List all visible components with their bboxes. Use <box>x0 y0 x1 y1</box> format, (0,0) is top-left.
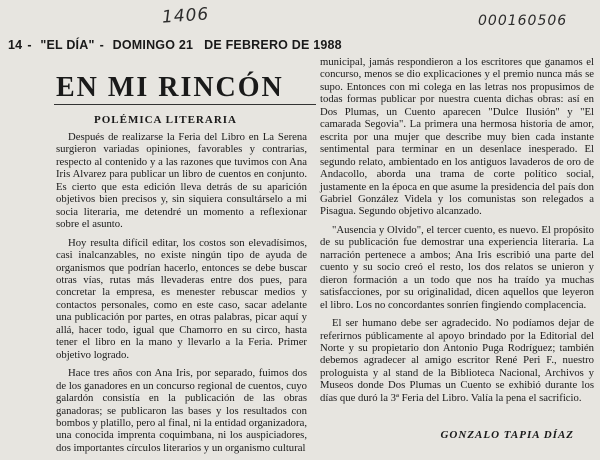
article-left-column <box>56 131 307 460</box>
article-paragraph: Hoy resulta difícil editar, los costos son elevadísimos, casi inalcanzables, no existe ningún tipo de ayuda de organismos que podrían hacerlo, entonces se debe buscar otras vías, rutas más llevaderas entre dos pues, para concretar la empresa, es menester rebuscar medios y contactos personales, como en este caso, sacar adelante una publicación por partes, en otras palabras, picar aquí y allá, hacer todo, igual que Chamorro en su circo, hasta tener el libro en la mano y llevarlo a la Feria. Primer objetivo logrado. <box>56 236 307 361</box>
article-right-column <box>320 56 594 410</box>
article-paragraph: Después de realizarse la Feria del Libro en La Serena surgieron variadas opiniones, favorables y contrarias, respecto al contenido y a las razones que tuvimos con Ana Iris Alvarez para publicar un libro de cuentos en conjunto. Es cierto que esta edición lleva detrás de su aparición objetivos bien precisos y, sin siquiera consultárselo a mi socia literaria, me detendré un momento a reflexionar sobre el asunto. <box>56 131 307 231</box>
article-paragraph: Hace tres años con Ana Iris, por separado, fuimos dos de los ganadores en un concurso regional de cuentos, cuyo galardón consistía en la publicación de las obras ganadoras; se publicaron las bases y los resultados con bombos y platillo, pero al final, ni la entidad organizadora, una conocida imprenta coquimbana, ni los auspiciadores, dos importantes círculos literarios y un organismo cultural <box>56 367 307 454</box>
page-number: 14 <box>8 38 23 52</box>
article-paragraph: municipal, jamás respondieron a los escritores que ganamos el concurso, menos se dio explicaciones y el premio nunca más se supo. Entonces con mi colega en las letras nos propusimos de todas formas publicar por nuestra cuenta dichas obras: así en Dos Plumas, un Cuento aparecen "Dulce Ilusión" y "El camarada Segovia". La primera una hermosa historia de amor, escrita por una mujer que describe muy bien cada instante sentimental para terminar en un desenlace inesperado. El segundo relato, ambientado en los antiguos lavaderos de oro de Andacollo, aborda una trama de corte político social, justamente en la época en que asume la presidencia del país don Gabriel González Videla y los comunistas son relegados a Pisagua. Segundo objetivo alcanzado. <box>320 56 594 218</box>
handwritten-date-mark: 1406 <box>161 4 210 28</box>
article-paragraph: "Ausencia y Olvido", el tercer cuento, es nuevo. El propósito de su publicación fue demostrar una experiencia literaria. La narración pertenece a ambos; Ana Iris escribió una parte del cuento y su socio creó el resto, los dos relatos se unieron y dieron formación a un todo que nos ha traído ya muchas satisfacciones, por su originalidad, dicen aquellos que leyeron el libro. Los no concordantes sonríen fingiendo complacencia. <box>320 223 594 311</box>
handwritten-archive-id: 000160506 <box>478 13 568 29</box>
newspaper-name: "EL DÍA" <box>40 38 95 52</box>
publication-date: DOMINGO 21 DE FEBRERO DE 1988 <box>112 38 342 52</box>
author-signature: GONZALO TAPIA DÍAZ <box>440 429 574 441</box>
newspaper-masthead: 14 - "EL DÍA" - DOMINGO 21 DE FEBRERO DE 1988 <box>8 38 342 52</box>
section-label: POLÉMICA LITERARIA <box>94 114 237 126</box>
title-divider <box>54 104 316 105</box>
article-paragraph: El ser humano debe ser agradecido. No podíamos dejar de referirnos públicamente al apoyo brindado por la Editorial del Norte y su propietario don Antonio Puga Rodríguez; también debemos agradecer al amigo escritor René Peri F., nuestro prologuista y al stand de la Biblioteca Nacional, Archivos y Museos donde Dos Plumas un Cuento se exhibió durante los días que duró la 3ª Feria del Libro. Valía la pena el sacrificio. <box>320 317 594 404</box>
column-title: EN MI RINCÓN <box>56 72 284 103</box>
